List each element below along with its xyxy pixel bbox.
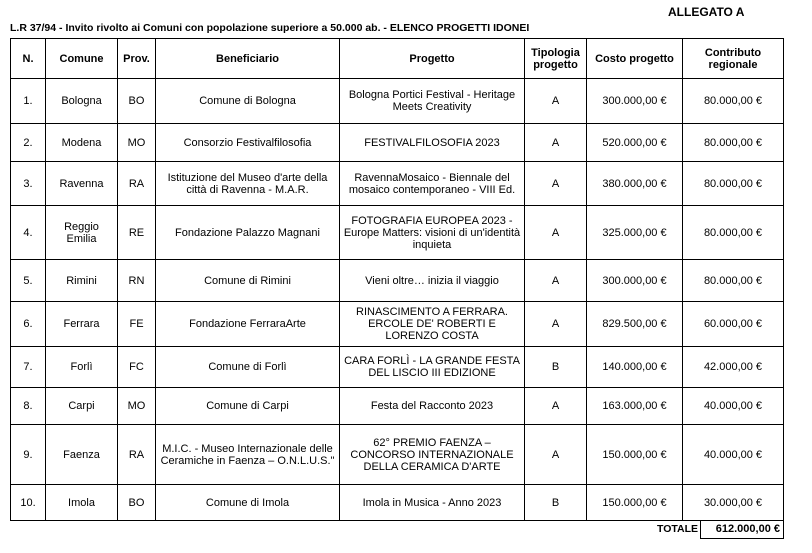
total-row	[10, 521, 783, 539]
row-number: 5.	[11, 260, 46, 302]
row-prov: RE	[118, 206, 156, 260]
row-beneficiario: Istituzione del Museo d'arte della città di Ravenna - M.A.R.	[156, 162, 340, 206]
row-comune: Rimini	[46, 260, 118, 302]
header-prov: Prov.	[118, 39, 156, 79]
table-row	[11, 425, 784, 485]
row-costo: 520.000,00 €	[587, 124, 683, 162]
row-contributo: 30.000,00 €	[683, 485, 784, 521]
row-beneficiario: Fondazione FerraraArte	[156, 302, 340, 347]
row-comune: Reggio Emilia	[46, 206, 118, 260]
row-costo: 150.000,00 €	[587, 485, 683, 521]
row-number: 7.	[11, 347, 46, 388]
row-beneficiario: Comune di Rimini	[156, 260, 340, 302]
row-progetto: RavennaMosaico - Biennale del mosaico contemporaneo - VIII Ed.	[340, 162, 525, 206]
header-beneficiario: Beneficiario	[156, 39, 340, 79]
row-prov: BO	[118, 485, 156, 521]
row-number: 6.	[11, 302, 46, 347]
header-progetto: Progetto	[340, 39, 525, 79]
row-contributo: 80.000,00 €	[683, 124, 784, 162]
table-row	[11, 162, 784, 206]
row-prov: BO	[118, 79, 156, 124]
row-progetto: Festa del Racconto 2023	[340, 388, 525, 425]
row-tipologia: A	[525, 425, 587, 485]
header-comune: Comune	[46, 39, 118, 79]
projects-table	[10, 38, 784, 521]
total-value	[700, 521, 784, 539]
table-row	[11, 388, 784, 425]
row-prov: RA	[118, 162, 156, 206]
row-progetto: RINASCIMENTO A FERRARA. ERCOLE DE' ROBERTI E LORENZO COSTA	[340, 302, 525, 347]
row-progetto: Imola in Musica - Anno 2023	[340, 485, 525, 521]
row-costo: 300.000,00 €	[587, 79, 683, 124]
row-comune: Ferrara	[46, 302, 118, 347]
row-prov: FC	[118, 347, 156, 388]
row-contributo: 60.000,00 €	[683, 302, 784, 347]
table-row	[11, 124, 784, 162]
row-progetto: 62° PREMIO FAENZA – CONCORSO INTERNAZIONALE DELLA CERAMICA D'ARTE	[340, 425, 525, 485]
row-number: 1.	[11, 79, 46, 124]
row-contributo: 80.000,00 €	[683, 260, 784, 302]
row-comune: Forlì	[46, 347, 118, 388]
row-costo: 150.000,00 €	[587, 425, 683, 485]
row-beneficiario: M.I.C. - Museo Internazionale delle Ceramiche in Faenza – O.N.L.U.S."	[156, 425, 340, 485]
row-costo: 380.000,00 €	[587, 162, 683, 206]
row-costo: 300.000,00 €	[587, 260, 683, 302]
row-tipologia: A	[525, 79, 587, 124]
row-prov: RN	[118, 260, 156, 302]
row-prov: RA	[118, 425, 156, 485]
row-number: 10.	[11, 485, 46, 521]
table-row	[11, 302, 784, 347]
row-comune: Bologna	[46, 79, 118, 124]
row-number: 2.	[11, 124, 46, 162]
row-tipologia: A	[525, 206, 587, 260]
row-beneficiario: Comune di Forlì	[156, 347, 340, 388]
row-beneficiario: Comune di Bologna	[156, 79, 340, 124]
header-tipologia: Tipologia progetto	[525, 39, 587, 79]
row-number: 9.	[11, 425, 46, 485]
row-comune: Ravenna	[46, 162, 118, 206]
row-number: 8.	[11, 388, 46, 425]
row-costo: 140.000,00 €	[587, 347, 683, 388]
row-contributo: 40.000,00 €	[683, 425, 784, 485]
table-row	[11, 260, 784, 302]
table-row	[11, 485, 784, 521]
table-row	[11, 79, 784, 124]
row-costo: 325.000,00 €	[587, 206, 683, 260]
table-row	[11, 206, 784, 260]
header-contributo: Contributo regionale	[683, 39, 784, 79]
row-number: 3.	[11, 162, 46, 206]
row-tipologia: A	[525, 124, 587, 162]
row-tipologia: A	[525, 388, 587, 425]
row-comune: Carpi	[46, 388, 118, 425]
document-heading: L.R 37/94 - Invito rivolto ai Comuni con popolazione superiore a 50.000 ab. - ELENCO PROGETTI IDONEI	[10, 22, 530, 34]
row-costo: 829.500,00 €	[587, 302, 683, 347]
row-costo: 163.000,00 €	[587, 388, 683, 425]
row-contributo: 80.000,00 €	[683, 206, 784, 260]
row-contributo: 42.000,00 €	[683, 347, 784, 388]
row-tipologia: A	[525, 302, 587, 347]
annex-label: ALLEGATO A	[668, 5, 745, 19]
row-tipologia: B	[525, 485, 587, 521]
row-contributo: 80.000,00 €	[683, 79, 784, 124]
row-progetto: FOTOGRAFIA EUROPEA 2023 - Europe Matters: visioni di un'identità inquieta	[340, 206, 525, 260]
total-label: TOTALE	[657, 523, 699, 535]
header-costo: Costo progetto	[587, 39, 683, 79]
row-beneficiario: Comune di Carpi	[156, 388, 340, 425]
row-contributo: 80.000,00 €	[683, 162, 784, 206]
table-header-row	[11, 39, 784, 79]
table-row	[11, 347, 784, 388]
row-prov: FE	[118, 302, 156, 347]
row-tipologia: A	[525, 162, 587, 206]
row-comune: Faenza	[46, 425, 118, 485]
row-progetto: CARA FORLÌ - LA GRANDE FESTA DEL LISCIO III EDIZIONE	[340, 347, 525, 388]
row-prov: MO	[118, 124, 156, 162]
row-comune: Imola	[46, 485, 118, 521]
row-beneficiario: Consorzio Festivalfilosofia	[156, 124, 340, 162]
header-n: N.	[11, 39, 46, 79]
row-comune: Modena	[46, 124, 118, 162]
row-progetto: Bologna Portici Festival - Heritage Meets Creativity	[340, 79, 525, 124]
total-amount: 612.000,00 €	[715, 523, 780, 535]
row-contributo: 40.000,00 €	[683, 388, 784, 425]
row-tipologia: B	[525, 347, 587, 388]
row-number: 4.	[11, 206, 46, 260]
row-progetto: FESTIVALFILOSOFIA 2023	[340, 124, 525, 162]
row-prov: MO	[118, 388, 156, 425]
row-beneficiario: Fondazione Palazzo Magnani	[156, 206, 340, 260]
row-tipologia: A	[525, 260, 587, 302]
row-beneficiario: Comune di Imola	[156, 485, 340, 521]
row-progetto: Vieni oltre… inizia il viaggio	[340, 260, 525, 302]
